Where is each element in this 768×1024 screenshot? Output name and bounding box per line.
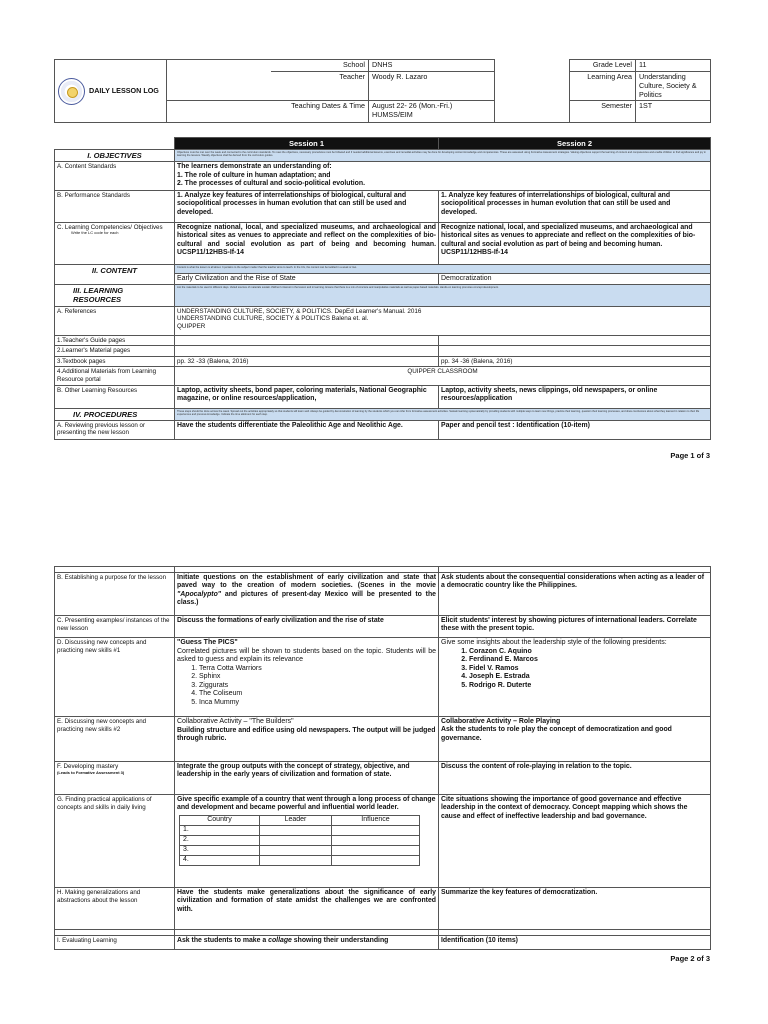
area-value: Understanding Culture, Society & Politics bbox=[636, 72, 711, 101]
role-playing-title: Collaborative Activity – Role Playing bbox=[441, 718, 561, 725]
table-row bbox=[180, 825, 420, 835]
teacher-label: Teacher bbox=[271, 72, 369, 101]
evaluating-s1 bbox=[175, 936, 439, 950]
evaluating-label: I. Evaluating Learning bbox=[55, 936, 175, 950]
purpose-s1-text: Initiate questions on the establishment of early civilization and state that paved way to the creation of modern societies. (Scenes in the movie bbox=[177, 574, 436, 590]
list-item: 5. Inca Mummy bbox=[199, 699, 436, 708]
col-leader: Leader bbox=[260, 815, 332, 825]
learners-material-label: 2.Learner's Material pages bbox=[55, 346, 175, 357]
mastery-sub: (Leads to Formative Assessment 3) bbox=[57, 769, 125, 775]
mastery-label bbox=[55, 762, 175, 795]
header-table bbox=[54, 59, 711, 123]
builders-title: Collaborative Activity – "The Builders" bbox=[177, 718, 294, 725]
other-resources-s1: Laptop, activity sheets, bond paper, coloring materials, National Geographic magazine, or online resources/application, bbox=[175, 385, 439, 408]
content-standards-item: 2. The processes of cultural and socio-political evolution. bbox=[177, 180, 365, 188]
discussing-2-s2 bbox=[439, 717, 711, 762]
content-s1: Early Civilization and the Rise of State bbox=[175, 273, 439, 285]
performance-s2: 1. Analyze key features of interrelationships of biological, cultural and sociopolitical processes in human evolution that can still be used and developed. bbox=[439, 190, 711, 222]
discussing-2-label: E. Discussing new concepts and practicing new skills #2 bbox=[55, 717, 175, 762]
collage-word: collage bbox=[268, 937, 292, 944]
logo-cell bbox=[55, 60, 167, 123]
additional-materials-label: 4.Additional Materials from Learning Resource portal bbox=[55, 367, 175, 385]
country-table bbox=[179, 815, 420, 866]
log-title: DAILY LESSON LOG bbox=[89, 86, 159, 96]
semester-value: 1ST bbox=[636, 101, 711, 123]
teachers-guide-label: 1.Teacher's Guide pages bbox=[55, 335, 175, 346]
evaluating-s1-text-end: showing their understanding bbox=[291, 937, 389, 944]
purpose-s1 bbox=[175, 573, 439, 616]
performance-standards-label: B. Performance Standards bbox=[55, 190, 175, 222]
procedures-heading: IV. PROCEDURES bbox=[55, 408, 175, 420]
references-label: A. References bbox=[55, 306, 175, 335]
list-item: 2. Sphinx bbox=[199, 673, 436, 682]
evaluating-s1-text: Ask the students to make a bbox=[177, 937, 269, 944]
movie-title: "Apocalypto" bbox=[177, 590, 222, 598]
builders-text: Building structure and edifice using old newspapers. The output will be judged through rubric. bbox=[177, 726, 436, 742]
purpose-s1-text-end: and pictures of present-day Mexico will be presented to the class.) bbox=[177, 590, 436, 607]
presenting-label: C. Presenting examples/ instances of the new lesson bbox=[55, 616, 175, 638]
other-resources-s2: Laptop, activity sheets, news clippings, old newspapers, or online resources/application bbox=[439, 385, 711, 408]
reviewing-label: A. Reviewing previous lesson or presenting the new lesson bbox=[55, 420, 175, 439]
content-standards-value bbox=[175, 162, 711, 190]
guess-pics-text: Correlated pictures will be shown to students based on the topic. Students will be asked to guess and explain its relevance bbox=[177, 647, 436, 664]
resources-note: List the materials to be used in different days. Varied sources of materials sustain children's interest in the lesson and in learning. Ensure that there is a mix of concrete and manipulative materials as well as paper-based materials. Hands-on learning promotes concept development. bbox=[175, 285, 711, 307]
area-label: Learning Area bbox=[570, 72, 636, 101]
list-item: 1. Terra Cotta Warriors bbox=[199, 665, 436, 674]
grade-value: 11 bbox=[636, 60, 711, 72]
references-value bbox=[175, 306, 711, 335]
content-standards-intro: The learners demonstrate an understanding of: bbox=[177, 163, 332, 171]
school-value: DNHS bbox=[369, 60, 495, 72]
purpose-label: B. Establishing a purpose for the lesson bbox=[55, 573, 175, 616]
generalizations-s1: Have the students make generalizations about the significance of early civilization and formation of state amidst the challenges we are confronted with. bbox=[175, 888, 439, 930]
dates-value: August 22- 26 (Mon.-Fri.) HUMSS/EIM bbox=[369, 101, 495, 123]
deped-seal-icon bbox=[58, 78, 85, 105]
other-resources-label: B. Other Learning Resources bbox=[55, 385, 175, 408]
table-row bbox=[180, 855, 420, 865]
performance-s1: 1. Analyze key features of interrelationships of biological, cultural and sociopolitical processes in human evolution that can still be used and developed. bbox=[175, 190, 439, 222]
content-heading: II. CONTENT bbox=[55, 264, 175, 285]
additional-materials-value: QUIPPER CLASSROOM bbox=[175, 367, 711, 385]
row-number: 3. bbox=[180, 845, 260, 855]
list-item: 3. Fidel V. Ramos bbox=[469, 665, 708, 674]
objectives-note: Objectives must be met over the week and connected to the curriculum standards. To meet the objectives, necessary procedures must be followed and if needed additional lessons, exercises and remedial activities may be done for developing content knowledge and competencies. These are assessed using Formative Assessment strategies. Valuing objectives support the learning of content and competencies and enable children to find significance and joy in learning the lessons. Weekly objectives shall be derived from the curriculum guides. bbox=[175, 150, 711, 162]
content-standards-label: A. Content Standards bbox=[55, 162, 175, 190]
table-row bbox=[180, 835, 420, 845]
mastery-s1: Integrate the group outputs with the concept of strategy, objective, and leadership in the early years of civilization and formation of state. bbox=[175, 762, 439, 795]
dates-label: Teaching Dates & Time bbox=[167, 101, 369, 123]
discussing-1-s2 bbox=[439, 638, 711, 717]
applications-s2: Cite situations showing the importance of good governance and effective leadership in the context of democracy. Concept mapping which shows the cause and effect of ineffective leadership and bad governance. bbox=[439, 795, 711, 888]
presenting-s2: Elicit students' interest by showing pictures of international leaders. Correlate these with the present topic. bbox=[439, 616, 711, 638]
reviewing-s2: Paper and pencil test : Identification (10-item) bbox=[439, 420, 711, 439]
competencies-s1: Recognize national, local, and specialized museums, and archaeological and historical sites as venues to appreciate and reflect on the complexities of bio-cultural and social evolution as part of being and becoming human. UCSP11/12HBS-If-14 bbox=[175, 222, 439, 264]
row-number: 4. bbox=[180, 855, 260, 865]
generalizations-label: H. Making generalizations and abstractions about the lesson bbox=[55, 888, 175, 930]
reviewing-s1: Have the students differentiate the Paleolithic Age and Neolithic Age. bbox=[175, 420, 439, 439]
list-item: 4. Joseph E. Estrada bbox=[469, 673, 708, 682]
objectives-heading: I. OBJECTIVES bbox=[55, 150, 175, 162]
role-playing-text: Ask the students to role play the concept of democratization and good governance. bbox=[441, 726, 672, 742]
competencies-sub: Write the LC code for each bbox=[71, 230, 119, 236]
list-item: 3. Ziggurats bbox=[199, 682, 436, 691]
table-row bbox=[180, 845, 420, 855]
procedures-note: These steps should be done across the week. Spread out the activities appropriately so that students will learn well. Always be guided by demonstration of learning by the students which you can infer from formative assessment activities. Sustain learning systematically by providing students with multiple ways to learn new things, practice their learning, question their learning processes, and draw conclusions about what they learned in relation to their life experiences and previous knowledge. Indicate the time allotment for each step. bbox=[175, 408, 711, 420]
list-item: 4. The Coliseum bbox=[199, 690, 436, 699]
content-s2: Democratization bbox=[439, 273, 711, 285]
presidents-text: Give some insights about the leadership style of the following presidents: bbox=[441, 639, 667, 646]
list-item: 2. Ferdinand E. Marcos bbox=[469, 656, 708, 665]
list-item: 5. Rodrigo R. Duterte bbox=[469, 682, 708, 691]
teacher-value: Woody R. Lazaro bbox=[369, 72, 495, 101]
content-standards-item: 1. The role of culture in human adaptation; and bbox=[177, 171, 331, 179]
page-number-2: Page 2 of 3 bbox=[670, 954, 710, 963]
applications-s1 bbox=[175, 795, 439, 888]
grade-label: Grade Level bbox=[570, 60, 636, 72]
lesson-table-page-2 bbox=[54, 566, 711, 950]
generalizations-s2: Summarize the key features of democratization. bbox=[439, 888, 711, 930]
reference-item: UNDERSTANDING CULTURE, SOCIETY, & POLITICS. DepEd Learner's Manual. 2016 bbox=[177, 307, 422, 315]
competencies-s2: Recognize national, local, and specialized museums, and archaeological and historical sites as venues to appreciate and reflect on the complexities of bio-cultural and social evolution as part of being and becoming human. UCSP11/12HBS-If-14 bbox=[439, 222, 711, 264]
semester-label: Semester bbox=[570, 101, 636, 123]
lesson-table-page-1 bbox=[54, 137, 711, 440]
reference-item: QUIPPER bbox=[177, 323, 206, 331]
reference-item: UNDERSTANDING CULTURE, SOCIETY & POLITICS Balena et. al. bbox=[177, 315, 369, 323]
school-label: School bbox=[271, 60, 369, 72]
applications-label: G. Finding practical applications of concepts and skills in daily living bbox=[55, 795, 175, 888]
textbook-s1: pp. 32 -33 (Balena, 2016) bbox=[175, 356, 439, 367]
col-influence: Influence bbox=[332, 815, 420, 825]
discussing-1-s1 bbox=[175, 638, 439, 717]
textbook-s2: pp. 34 -36 (Balena, 2016) bbox=[439, 356, 711, 367]
row-number: 1. bbox=[180, 825, 260, 835]
evaluating-s2: Identification (10 items) bbox=[439, 936, 711, 950]
discussing-1-label: D. Discussing new concepts and practicing new skills #1 bbox=[55, 638, 175, 717]
competencies-title: C. Learning Competencies/ Objectives bbox=[57, 223, 163, 231]
content-note: Content is what the lesson is all about. It pertains to the subject matter that the teacher aims to teach. In the CG, the content can be tackled in a week or two. bbox=[175, 264, 711, 273]
mastery-s2: Discuss the content of role-playing in relation to the topic. bbox=[439, 762, 711, 795]
page-number-1: Page 1 of 3 bbox=[670, 451, 710, 460]
row-number: 2. bbox=[180, 835, 260, 845]
competencies-label bbox=[55, 222, 175, 264]
mastery-title: F. Developing mastery bbox=[57, 763, 119, 770]
col-country: Country bbox=[180, 815, 260, 825]
session-2-header: Session 2 bbox=[439, 138, 711, 150]
applications-s1-text: Give specific example of a country that went through a long process of change and development and became powerful and influential world leader. bbox=[177, 796, 436, 812]
guess-pics-title: "Guess The PICS" bbox=[177, 639, 238, 646]
presenting-s1: Discuss the formations of early civilization and the rise of state bbox=[175, 616, 439, 638]
resources-heading: III. LEARNING RESOURCES bbox=[55, 285, 175, 307]
purpose-s2: Ask students about the consequential considerations when acting as a leader of a democratic country like the Philippines. bbox=[439, 573, 711, 616]
discussing-2-s1 bbox=[175, 717, 439, 762]
textbook-label: 3.Textbook pages bbox=[55, 356, 175, 367]
session-1-header: Session 1 bbox=[175, 138, 439, 150]
list-item: 1. Corazon C. Aquino bbox=[469, 648, 708, 657]
